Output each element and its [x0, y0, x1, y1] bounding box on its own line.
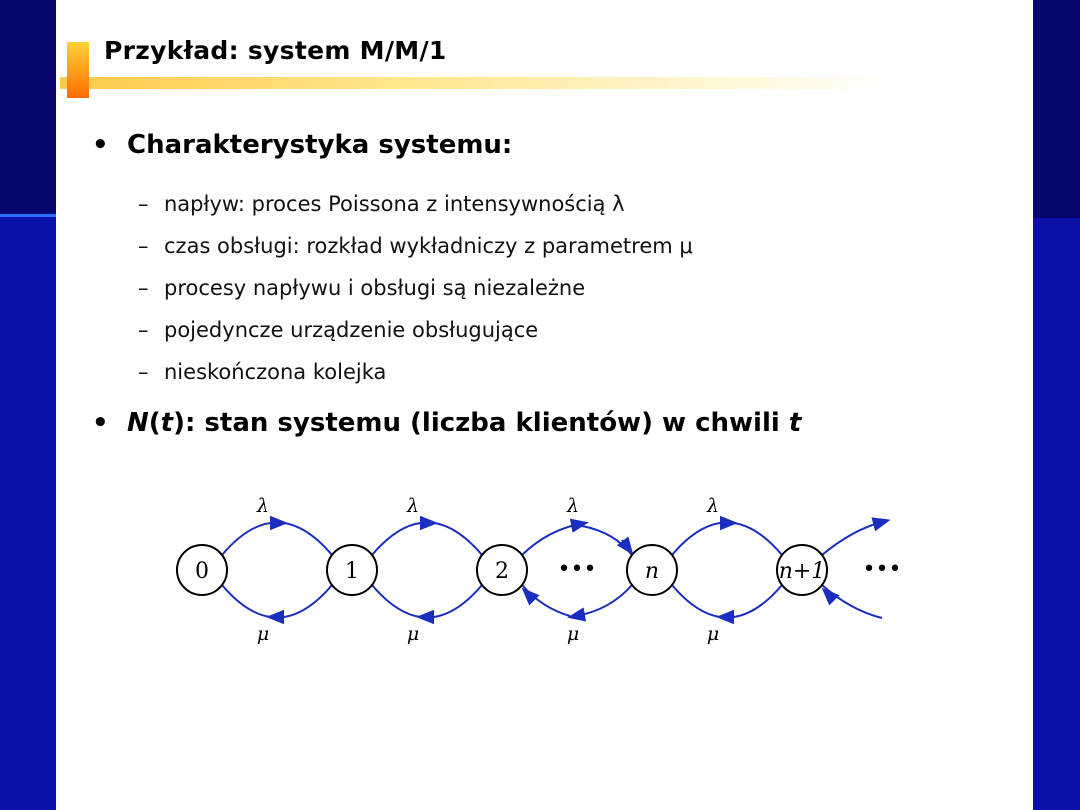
- service-arc-partial: [822, 585, 882, 618]
- state-label: 1: [345, 559, 359, 584]
- left-accent-line: [0, 214, 56, 217]
- state-label: 0: [195, 559, 209, 584]
- right-dark-band: [1033, 0, 1080, 218]
- bullet-heading: Charakterystyka systemu:: [127, 130, 513, 160]
- state-label: 2: [495, 559, 509, 584]
- arrival-rate-label: λ: [256, 495, 270, 517]
- arrival-arc: [222, 523, 332, 556]
- service-arc: [372, 585, 482, 618]
- state-label: n+1: [778, 559, 826, 584]
- right-blue-band: [1033, 218, 1080, 810]
- arrival-rate-label: λ: [406, 495, 420, 517]
- arrival-rate-label: λ: [566, 495, 580, 517]
- arrival-arc-partial: [822, 522, 882, 555]
- service-arc: [672, 585, 782, 618]
- service-rate-label: μ: [566, 623, 580, 645]
- title-underline-bar: [60, 77, 898, 89]
- arrival-arc: [672, 523, 782, 556]
- bullet-dot: •: [92, 130, 109, 160]
- arrival-arc-partial: [582, 526, 632, 555]
- birth-death-diagram: [110, 490, 930, 660]
- slide-canvas: [56, 0, 1033, 810]
- arrival-rate-label: λ: [706, 495, 720, 517]
- state-label: n: [644, 559, 660, 584]
- arrival-arc: [372, 523, 482, 556]
- left-dark-band: [0, 0, 56, 216]
- service-rate-label: μ: [706, 623, 720, 645]
- title-accent-bar: [67, 42, 89, 98]
- slide-title: Przykład: system M/M/1: [104, 36, 447, 65]
- ellipsis-mid: •••: [557, 557, 597, 582]
- ellipsis-end: •••: [862, 557, 902, 582]
- state-nodes: [177, 545, 827, 595]
- service-arc-partial: [522, 585, 570, 616]
- state-definition: N(t): stan systemu (liczba klientów) w chwili t: [127, 408, 802, 438]
- service-arc-partial: [576, 585, 632, 616]
- service-rate-label: μ: [406, 623, 420, 645]
- bullet-dot: •: [92, 408, 109, 438]
- service-arc: [222, 585, 332, 618]
- service-rate-label: μ: [256, 623, 270, 645]
- arrival-arc-partial: [522, 524, 580, 555]
